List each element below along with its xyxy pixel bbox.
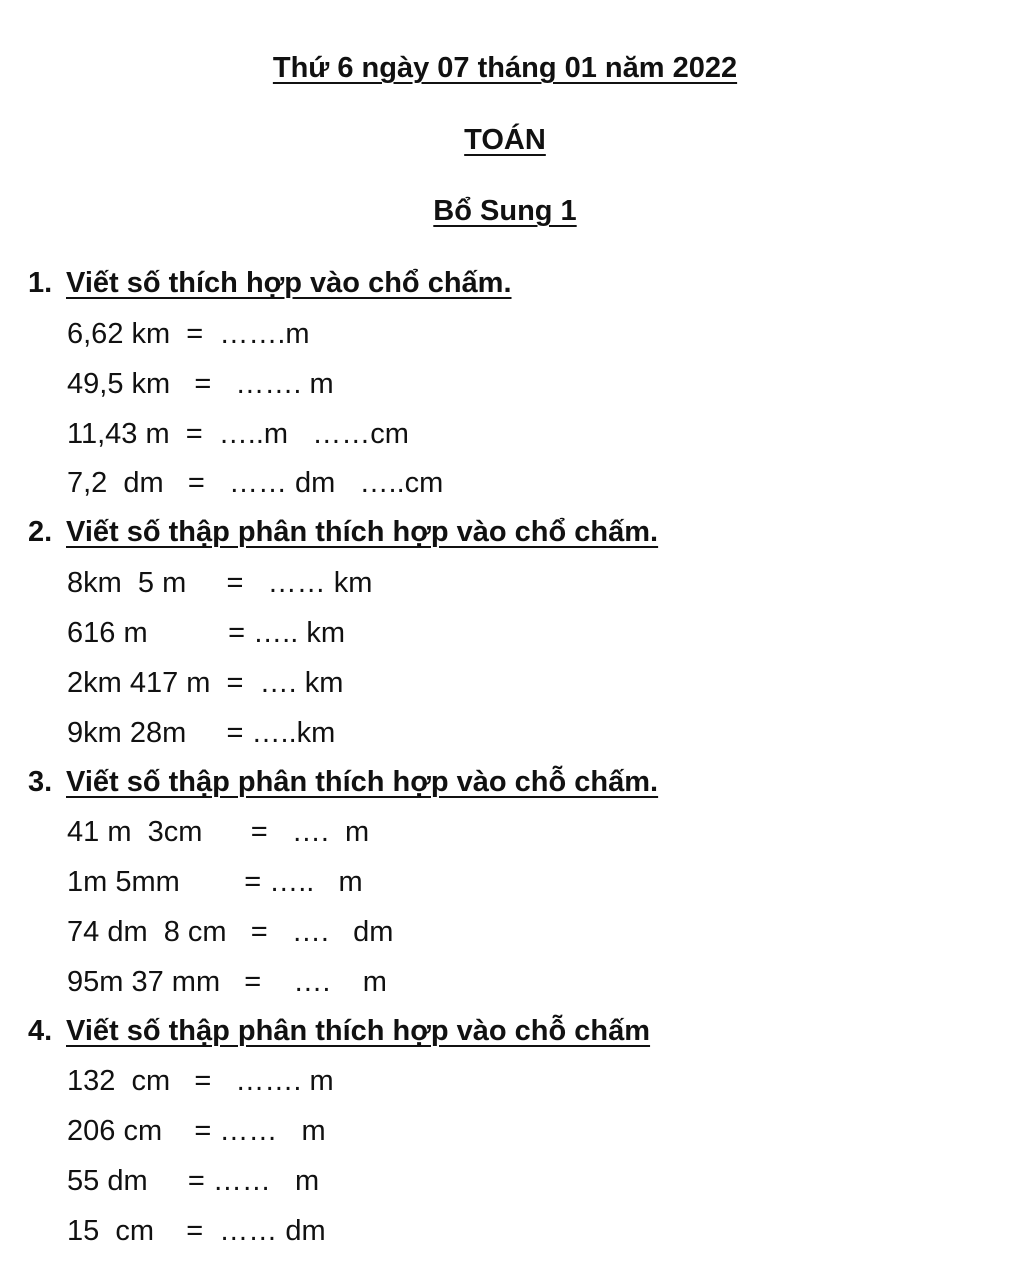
section-number: 4.	[28, 1015, 53, 1047]
section-heading-text: Viết số thích hợp vào chổ chấm.	[66, 267, 512, 299]
exercise-row: 11,43 m = …..m ……cm	[67, 418, 409, 450]
lesson-heading: Bổ Sung 1	[433, 195, 577, 227]
section-number: 1.	[28, 267, 53, 299]
exercise-row: 95m 37 mm = …. m	[67, 966, 387, 998]
date-heading: Thứ 6 ngày 07 tháng 01 năm 2022	[272, 52, 738, 84]
exercise-row: 1m 5mm = ….. m	[67, 866, 363, 898]
section-number: 2.	[28, 516, 53, 548]
exercise-row: 132 cm = ……. m	[67, 1065, 334, 1097]
exercise-row: 49,5 km = ……. m	[67, 368, 334, 400]
exercise-row: 7,2 dm = …… dm …..cm	[67, 467, 444, 499]
section-3-title	[28, 766, 658, 799]
section-heading-text: Viết số thập phân thích hợp vào chỗ chấm.	[66, 766, 659, 798]
section-1-title	[28, 267, 512, 300]
exercise-row: 55 dm = …… m	[67, 1165, 320, 1197]
section-heading-text: Viết số thập phân thích hợp vào chổ chấm.	[66, 516, 659, 548]
exercise-row: 74 dm 8 cm = …. dm	[67, 916, 394, 948]
exercise-row: 9km 28m = …..km	[67, 717, 336, 749]
exercise-row: 41 m 3cm = …. m	[67, 816, 370, 848]
subject-heading: TOÁN	[464, 124, 546, 156]
exercise-row: 6,62 km = …….m	[67, 318, 310, 350]
section-4-title	[28, 1015, 650, 1048]
exercise-row: 15 cm = …… dm	[67, 1215, 326, 1247]
exercise-row: 2km 417 m = …. km	[67, 667, 344, 699]
section-2-title	[28, 516, 658, 549]
section-heading-text: Viết số thập phân thích hợp vào chỗ chấm	[66, 1015, 651, 1047]
exercise-row: 616 m = ….. km	[67, 617, 345, 649]
section-number: 3.	[28, 766, 53, 798]
exercise-row: 206 cm = …… m	[67, 1115, 326, 1147]
exercise-row: 8km 5 m = …… km	[67, 567, 373, 599]
